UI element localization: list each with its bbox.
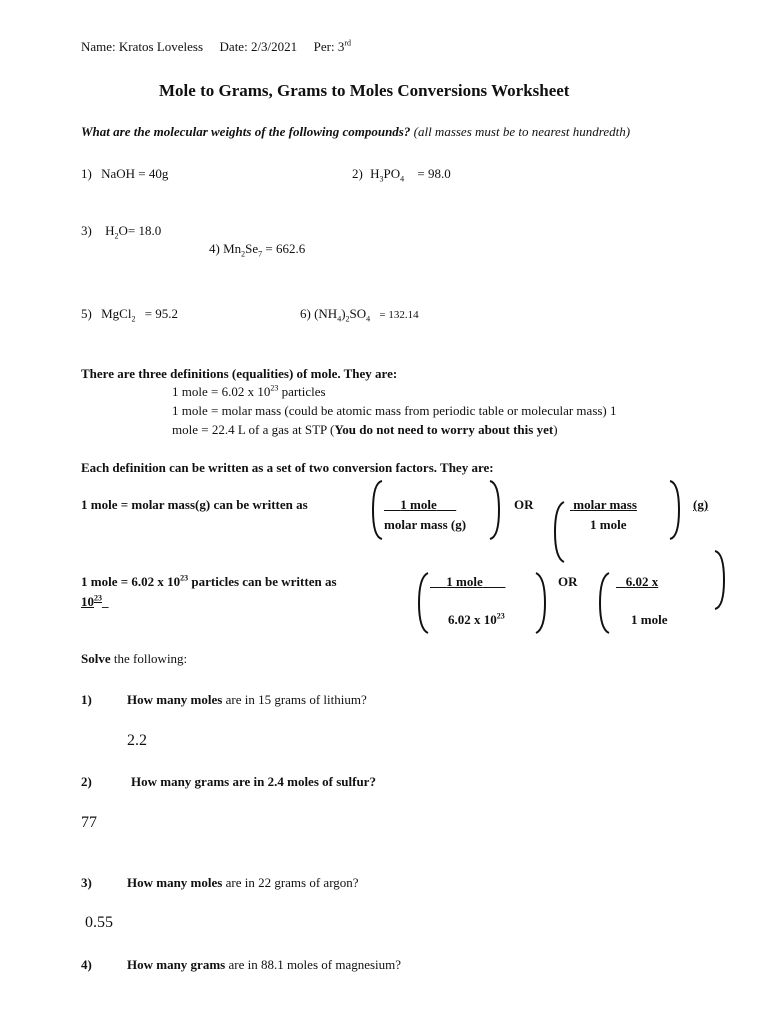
exponent: 23 [270, 383, 279, 393]
subscript: 2 [114, 231, 119, 241]
fraction-numerator-text: molar mass [573, 497, 637, 512]
solve-label-bold: Solve [81, 651, 111, 666]
definition-text: particles [278, 384, 326, 399]
left-bracket [416, 571, 430, 635]
compound-formula: (NH [314, 306, 338, 321]
compound-6 [300, 306, 419, 322]
problem-1 [81, 692, 367, 708]
subscript: 2 [345, 314, 350, 324]
subscript: 2 [241, 249, 246, 259]
fraction-numerator [430, 574, 505, 590]
name-value: Kratos Loveless [118, 39, 204, 54]
fraction-denominator: 1 mole [590, 517, 627, 532]
compound-formula: H [370, 166, 380, 181]
subscript: 3 [379, 174, 384, 184]
definition-text-bold: You do not need to worry about this yet [334, 422, 554, 437]
compound-formula: Se [245, 241, 259, 256]
subscript: 4 [400, 174, 405, 184]
problem-text: are in 22 grams of argon? [222, 875, 359, 890]
compound-answer: = 662.6 [265, 241, 306, 256]
conversion-row2-label [81, 574, 337, 590]
fraction-numerator-text: 1 mole [446, 574, 483, 589]
fraction-numerator [384, 497, 456, 513]
compound-number: 5) [81, 306, 92, 321]
compound-formula: ) [341, 306, 346, 321]
compound-number: 6) [300, 306, 311, 321]
label-text: particles can be written as [188, 574, 337, 589]
label-text: 1 mole = 6.02 x 10 [81, 574, 181, 589]
period-value: 3 [337, 39, 345, 54]
problem-number: 3) [81, 875, 92, 890]
name-label: Name: [81, 39, 116, 54]
problem-text-bold: How many moles [127, 875, 223, 890]
compound-3 [81, 223, 161, 239]
or-label: OR [558, 574, 578, 589]
definition-text: ) [553, 422, 558, 437]
problem-4 [81, 957, 401, 973]
date-value: 2/3/2021 [250, 39, 298, 54]
problem-text-bold: How many grams [127, 957, 226, 972]
right-bracket [668, 479, 682, 541]
compound-formula: H [105, 223, 115, 238]
left-bracket [597, 571, 611, 635]
compound-4 [209, 241, 305, 257]
compound-answer: = 98.0 [417, 166, 451, 181]
subscript: 4 [366, 314, 371, 324]
problem-number: 2) [81, 774, 92, 789]
exponent: 23 [94, 593, 102, 603]
instructions-note: (all masses must be to nearest hundredth) [413, 124, 631, 139]
definition-1 [172, 384, 326, 400]
problem-2 [81, 774, 376, 790]
conversion-heading: Each definition can be written as a set of two conversion factors. They are: [81, 460, 494, 475]
compound-number: 3) [81, 223, 92, 238]
compound-formula: SO [349, 306, 367, 321]
fraction-denominator-text: 6.02 x 10 [448, 612, 497, 627]
compound-1 [81, 166, 168, 182]
problem-3-answer: 0.55 [85, 914, 113, 931]
compound-formula: NaOH = 40g [101, 166, 169, 181]
exponent: 23 [496, 611, 505, 621]
right-bracket [534, 571, 548, 635]
student-info [81, 39, 351, 55]
problem-1-answer: 2.2 [127, 732, 147, 749]
period-suffix: rd [344, 38, 352, 48]
right-bracket [713, 549, 727, 611]
problem-number: 4) [81, 957, 92, 972]
fraction-denominator [448, 612, 505, 628]
conversion-row1-label: 1 mole = molar mass(g) can be written as [81, 497, 308, 512]
exponent: 23 [180, 573, 189, 583]
solve-label-text: the following: [110, 651, 188, 666]
conversion-row2-continuation [81, 594, 109, 610]
compound-formula: PO [383, 166, 401, 181]
compound-2 [352, 166, 451, 182]
right-bracket [488, 479, 502, 541]
problem-text: are in 15 grams of lithium? [222, 692, 367, 707]
unit-label: (g) [693, 497, 709, 512]
problem-text-bold: How many grams are in 2.4 moles of sulfur? [131, 774, 376, 789]
compound-answer: = 95.2 [144, 306, 179, 321]
label-text: _ [102, 594, 109, 609]
fraction-numerator [570, 497, 637, 513]
period-label: Per: [313, 39, 335, 54]
problem-2-answer: 77 [81, 814, 97, 831]
compound-formula: MgCl [101, 306, 132, 321]
definition-3 [172, 422, 558, 438]
fraction-numerator-text: 1 mole [400, 497, 437, 512]
problem-text-bold: How many moles [127, 692, 223, 707]
subscript: 7 [258, 249, 263, 259]
definitions-heading: There are three definitions (equalities) of mole. They are: [81, 366, 398, 381]
subscript: 2 [131, 314, 136, 324]
subscript: 4 [337, 314, 342, 324]
date-label: Date: [219, 39, 248, 54]
definition-text: mole = 22.4 L of a gas at STP ( [172, 422, 335, 437]
fraction-denominator: 1 mole [631, 612, 668, 627]
fraction-denominator: molar mass (g) [384, 517, 467, 532]
compound-formula: O= 18.0 [118, 223, 162, 238]
definition-2: 1 mole = molar mass (could be atomic mass from periodic table or molecular mass) 1 [172, 403, 617, 418]
fraction-numerator [616, 574, 658, 590]
instructions-question: What are the molecular weights of the following compounds? [81, 124, 411, 139]
fraction-numerator-text: 6.02 x [625, 574, 659, 589]
compound-formula: Mn [223, 241, 242, 256]
left-bracket [552, 500, 566, 564]
instructions [81, 124, 630, 140]
compound-5 [81, 306, 178, 322]
left-bracket [370, 479, 384, 541]
problem-3 [81, 875, 359, 891]
compound-number: 2) [352, 166, 363, 181]
or-label: OR [514, 497, 534, 512]
compound-number: 1) [81, 166, 92, 181]
label-text: 10 [81, 594, 94, 609]
definition-text: 1 mole = 6.02 x 10 [172, 384, 271, 399]
worksheet-title: Mole to Grams, Grams to Moles Conversions Worksheet [159, 81, 570, 100]
compound-answer: = 132.14 [379, 309, 419, 321]
solve-label [81, 651, 187, 667]
compound-number: 4) [209, 241, 220, 256]
problem-number: 1) [81, 692, 92, 707]
problem-text: are in 88.1 moles of magnesium? [225, 957, 402, 972]
